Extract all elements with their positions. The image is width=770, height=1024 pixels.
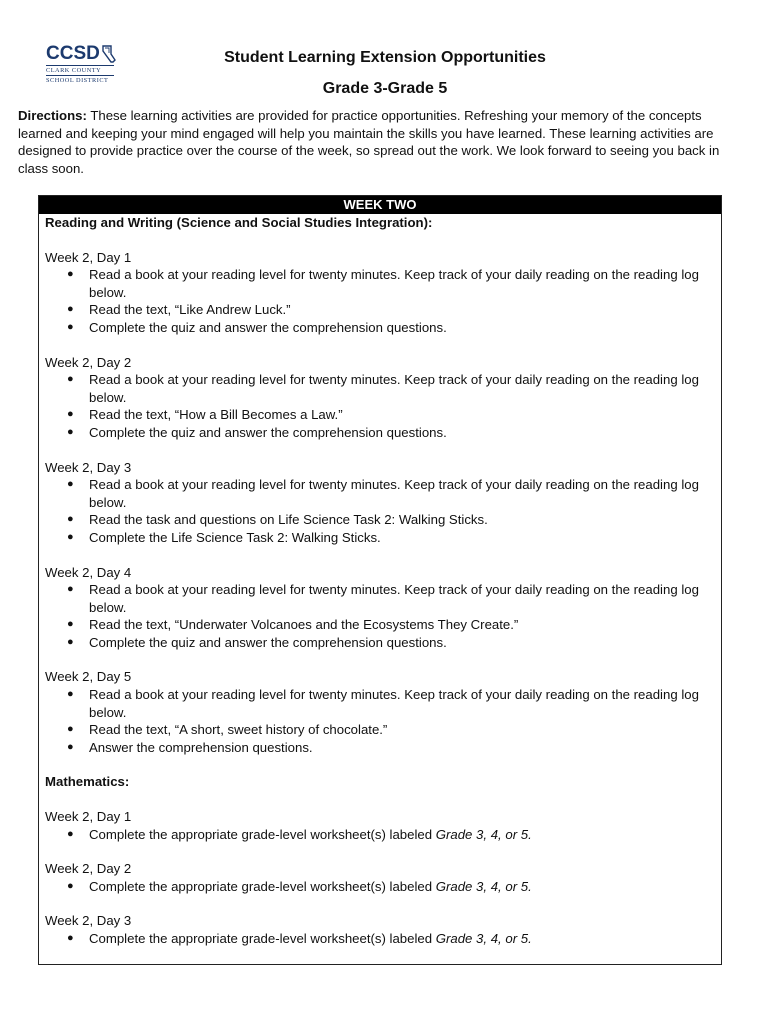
math-section-title: Mathematics: (45, 774, 130, 790)
task-text: Complete the appropriate grade-level worksheet(s) labeled (89, 826, 436, 842)
day-label: Week 2, Day 3 (45, 459, 132, 475)
task-list (45, 371, 715, 441)
task-item: ● Read the text, “A short, sweet history of chocolate.” (89, 721, 715, 739)
math-day (45, 912, 715, 947)
task-list (45, 686, 715, 756)
day-label: Week 2, Day 2 (45, 354, 132, 370)
directions-text: These learning activities are provided for practice opportunities. Refreshing your memory of the concepts learned and keeping your mind engaged will help you maintain the skills you have learned. These learning activities are designed to provide practice over the course of the week, so spread out the work. We look forward to seeing you back in class soon. (18, 108, 720, 176)
task-item: ● Answer the comprehension questions. (89, 739, 715, 757)
math-days (45, 808, 715, 948)
task-item: ● Read the text, “How a Bill Becomes a Law.” (89, 406, 715, 424)
week-two-box (38, 195, 722, 965)
week-content (39, 214, 721, 948)
reading-day (45, 249, 715, 337)
task-list (45, 476, 715, 546)
page-title: Student Learning Extension Opportunities (224, 49, 546, 66)
task-item (89, 878, 715, 896)
reading-days (45, 249, 715, 757)
task-list (45, 930, 715, 948)
grade-levels: Grade 3, 4, or 5. (435, 826, 532, 842)
task-list (45, 581, 715, 651)
day-label: Week 2, Day 3 (45, 913, 132, 929)
grade-levels: Grade 3, 4, or 5. (435, 931, 532, 946)
task-item: ● Read the text, “Underwater Volcanoes and the Ecosystems They Create.” (89, 616, 715, 634)
task-text: Complete the appropriate grade-level worksheet(s) labeled (89, 878, 436, 894)
task-item: ● Complete the Life Science Task 2: Walking Sticks. (89, 529, 715, 547)
reading-day (45, 354, 715, 442)
task-item: ● Complete the quiz and answer the comprehension questions. (89, 424, 715, 442)
task-item: ● Complete the quiz and answer the comprehension questions. (89, 319, 715, 337)
day-label: Week 2, Day 1 (45, 249, 132, 265)
day-label: Week 2, Day 1 (45, 809, 132, 825)
grade-levels: Grade 3, 4, or 5. (435, 878, 532, 894)
reading-day (45, 459, 715, 547)
task-item (89, 930, 715, 948)
task-item: ● Read a book at your reading level for twenty minutes. Keep track of your daily reading on the reading log below. (89, 371, 715, 406)
reading-day (45, 564, 715, 652)
day-label: Week 2, Day 5 (45, 669, 132, 685)
task-item: ● Complete the quiz and answer the comprehension questions. (89, 634, 715, 652)
logo-abbr: CCSD (46, 43, 100, 64)
task-item: ● Read the task and questions on Life Science Task 2: Walking Sticks. (89, 511, 715, 529)
task-item (89, 826, 715, 844)
task-item: ● Read a book at your reading level for twenty minutes. Keep track of your daily reading on the reading log below. (89, 476, 715, 511)
directions-label: Directions: (18, 108, 87, 123)
day-label: Week 2, Day 2 (45, 861, 132, 877)
task-item: ● Read a book at your reading level for twenty minutes. Keep track of your daily reading on the reading log below. (89, 581, 715, 616)
logo-divider (46, 75, 114, 76)
task-list (45, 266, 715, 336)
logo-line1: CLARK COUNTY (46, 67, 102, 74)
reading-day (45, 668, 715, 756)
logo-line2: SCHOOL DISTRICT (46, 77, 109, 84)
reading-section-title: Reading and Writing (Science and Social Studies Integration): (45, 215, 433, 230)
task-item: ● Read a book at your reading level for twenty minutes. Keep track of your daily reading on the reading log below. (89, 266, 715, 301)
math-day (45, 808, 715, 843)
page-subtitle: Grade 3-Grade 5 (322, 80, 448, 97)
task-item: ● Read the text, “Like Andrew Luck.” (89, 301, 715, 319)
directions-paragraph (18, 107, 722, 177)
math-day (45, 860, 715, 895)
week-header: WEEK TWO (39, 196, 721, 214)
task-list (45, 878, 715, 896)
task-item: ● Read a book at your reading level for twenty minutes. Keep track of your daily reading on the reading log below. (89, 686, 715, 721)
day-label: Week 2, Day 4 (45, 564, 132, 580)
task-list (45, 826, 715, 844)
task-text: Complete the appropriate grade-level worksheet(s) labeled (89, 931, 436, 946)
